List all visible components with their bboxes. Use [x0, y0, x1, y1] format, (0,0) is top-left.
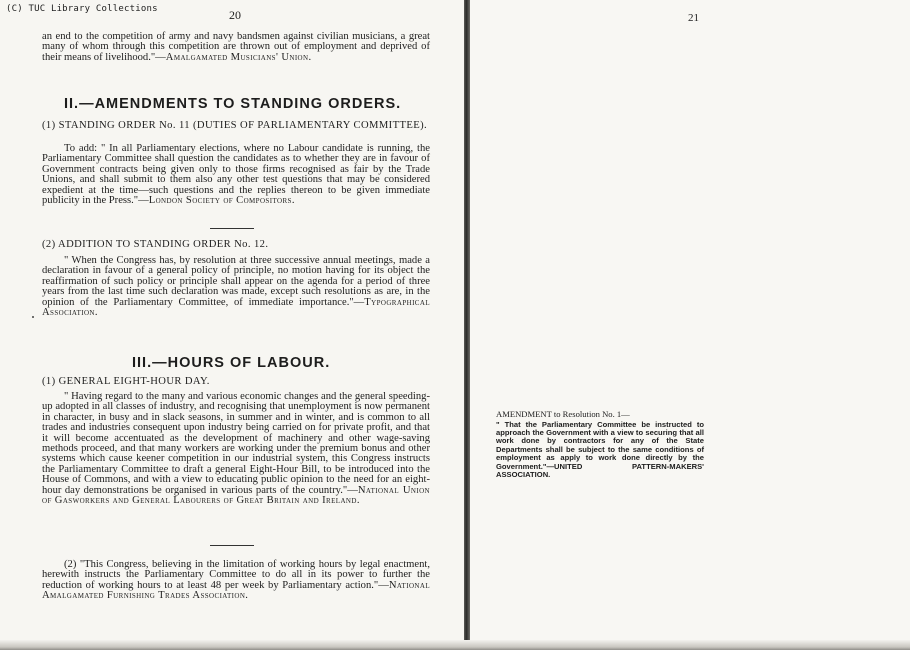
- item-3-text: " Having regard to the many and various economic changes and the general speeding-up adopted in all classes of industry, and recognising that unemployment is now permanent in character, in busy and in slack seasons, in summer and in winter, and is common to all trades and industries consequent upon industry being carried on for private profit, and that it will become accentuated as the development of machinery and other wage-saving methods proceed, and that many workers are working under the premium bonus and other systems which cause keener competition in our industrial system, this Congress instructs the Parliamentary Committee to draft a general Eight-Hour Bill, to be introduced into the House of Commons, and with a view to educating public opinion to the need for an eight-hour day demonstrations be organised in various parts of the country."—: [42, 391, 430, 496]
- section-2-heading: II.—AMENDMENTS TO STANDING ORDERS.: [64, 96, 402, 112]
- watermark: (C) TUC Library Collections: [6, 4, 158, 14]
- right-page-number: 21: [688, 12, 699, 24]
- page-speck: [32, 316, 34, 318]
- amendment-text: " That the Parliamentary Committee be instructed to approach the Government with a view to securing that all work done by contractors for any of the State Departments shall be subject to the same conditions of employment as apply to work done directly by the Government."—UNITED PATTERN-MAKERS' ASSOCIATION.: [496, 419, 704, 480]
- page-bottom-edge: [0, 640, 910, 650]
- item-1-paragraph: [42, 144, 430, 206]
- item-3-attribution: National Union of Gasworkers and General Labourers of Great Britain and Ireland.: [42, 484, 431, 507]
- amendment-title: AMENDMENT to Resolution No. 1—: [496, 409, 630, 419]
- item-1-attribution: London Society of Compositors.: [148, 195, 295, 207]
- item-1-heading: (1) STANDING ORDER No. 11 (DUTIES OF PARLIAMENTARY COMMITTEE).: [42, 120, 428, 131]
- item-2-text: " When the Congress has, by resolution at three successive annual meetings, made a declaration in favour of a general policy of principle, no motion having for its object the reaffirmation of such policy or principle shall appear on the agenda for a period of three years from the last time such declaration was made, except such resolutions as are, in the opinion of the Parliamentary Committee, of immediate importance."—: [42, 255, 430, 308]
- item-3-heading: (1) GENERAL EIGHT-HOUR DAY.: [42, 376, 210, 387]
- divider-2: [210, 545, 254, 546]
- item-2-heading: (2) ADDITION TO STANDING ORDER No. 12.: [42, 239, 269, 250]
- item-3-paragraph: [42, 392, 430, 506]
- intro-paragraph: [42, 32, 430, 63]
- right-page: [470, 0, 910, 650]
- item-4-paragraph: [42, 560, 430, 602]
- item-2-paragraph: [42, 256, 430, 318]
- item-2-attribution: Typographical Association.: [42, 296, 430, 319]
- intro-text: an end to the competition of army and navy bandsmen against civilian musicians, a great many of whom through this competition are thrown out of employment and deprived of their means of livelihood."—: [42, 31, 430, 63]
- item-4-attribution: National Amalgamated Furnishing Trades Association.: [42, 579, 430, 602]
- left-page-number: 20: [229, 8, 241, 22]
- item-4-text: (2) "This Congress, believing in the limitation of working hours by legal enactment, herewith instructs the Parliamentary Committee to do all in its power to further the reduction of working hours to at least 48 per week by Parliamentary action."—: [42, 559, 430, 591]
- divider-1: [210, 228, 254, 229]
- section-3-heading: III.—HOURS OF LABOUR.: [132, 355, 331, 371]
- amendment-block: [496, 410, 704, 479]
- intro-attribution: Amalgamated Musicians' Union.: [165, 51, 312, 63]
- item-1-text: To add: " In all Parliamentary elections, where no Labour candidate is running, the Parliamentary Committee shall question the candidates as to whether they are in favour of Government contracts being given only to those firms recognised as fair by the Trade Unions, and shall submit to them also any other test questions that may be considered expedient at the time—such questions and the replies thereon to be given immediate publicity in the Press."—: [42, 143, 430, 207]
